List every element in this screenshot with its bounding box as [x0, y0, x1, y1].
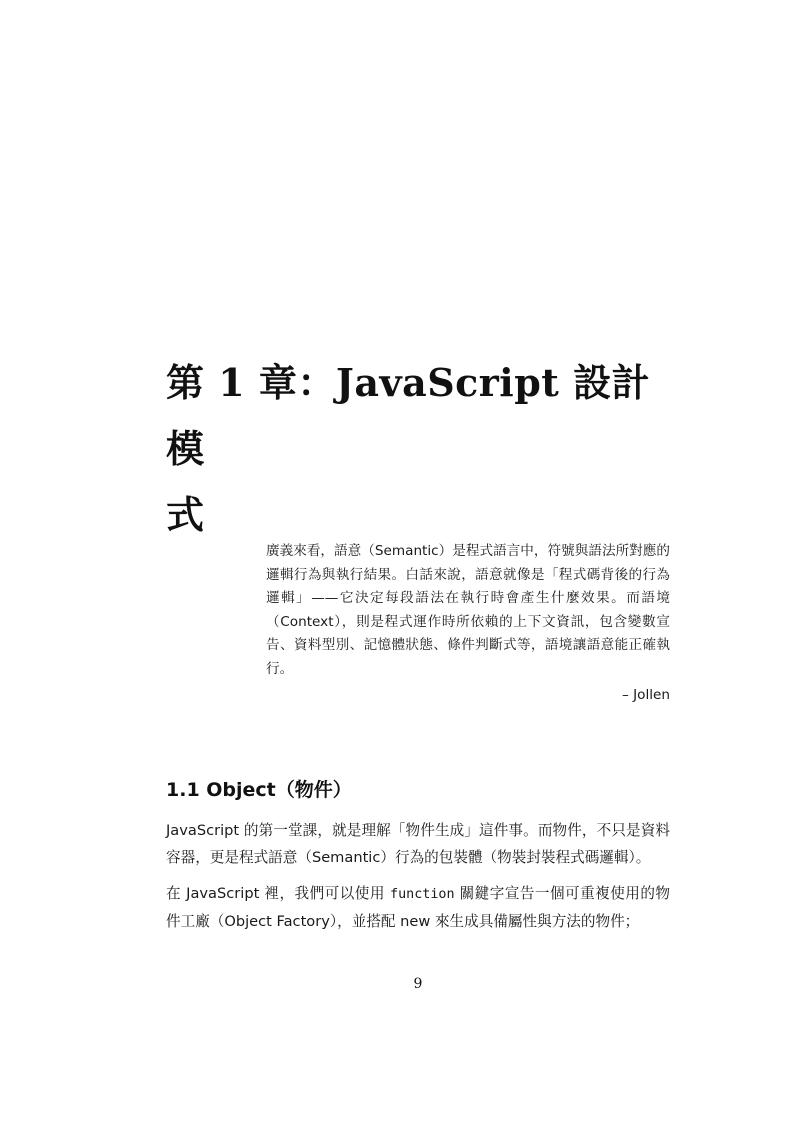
epigraph-attribution: – Jollen: [622, 686, 670, 703]
inline-code-function: function: [390, 887, 455, 903]
body-paragraph-2: [166, 881, 670, 935]
section-heading: 1.1 Object（物件）: [166, 779, 352, 801]
page-number: 9: [413, 976, 423, 992]
chapter-title-line-1: 第 1 章：JavaScript 設計模: [166, 360, 651, 471]
body-paragraph-2-end: 關鍵字宣告一個可重複使用的物件工廠（Object Factory），並搭配 new 來生成具備屬性與方法的物件；: [166, 885, 670, 930]
epigraph-text: 廣義來看，語意（Semantic）是程式語言中，符號與語法所對應的邏輯行為與執行結果。白話來說，語意就像是「程式碼背後的行為邏輯」——它決定每段語法在執行時會產生什麼效果。而語境（Context），則是程式運作時所依賴的上下文資訊，包含變數宣告、資料型別、記憶體狀態、條件判斷式等，語境讓語意能正確執行。: [266, 543, 670, 677]
section-body: [166, 818, 670, 945]
body-paragraph-2-start: 在 JavaScript 裡，我們可以使用: [166, 885, 391, 903]
epigraph: [266, 540, 670, 707]
chapter-title-line-2: 式: [166, 492, 205, 537]
chapter-title: [166, 350, 666, 548]
body-paragraph-1: JavaScript 的第一堂課，就是理解「物件生成」這件事。而物件，不只是資料容器，更是程式語意（Semantic）行為的包裝體（物裝封裝程式碼邏輯）。: [166, 822, 670, 866]
